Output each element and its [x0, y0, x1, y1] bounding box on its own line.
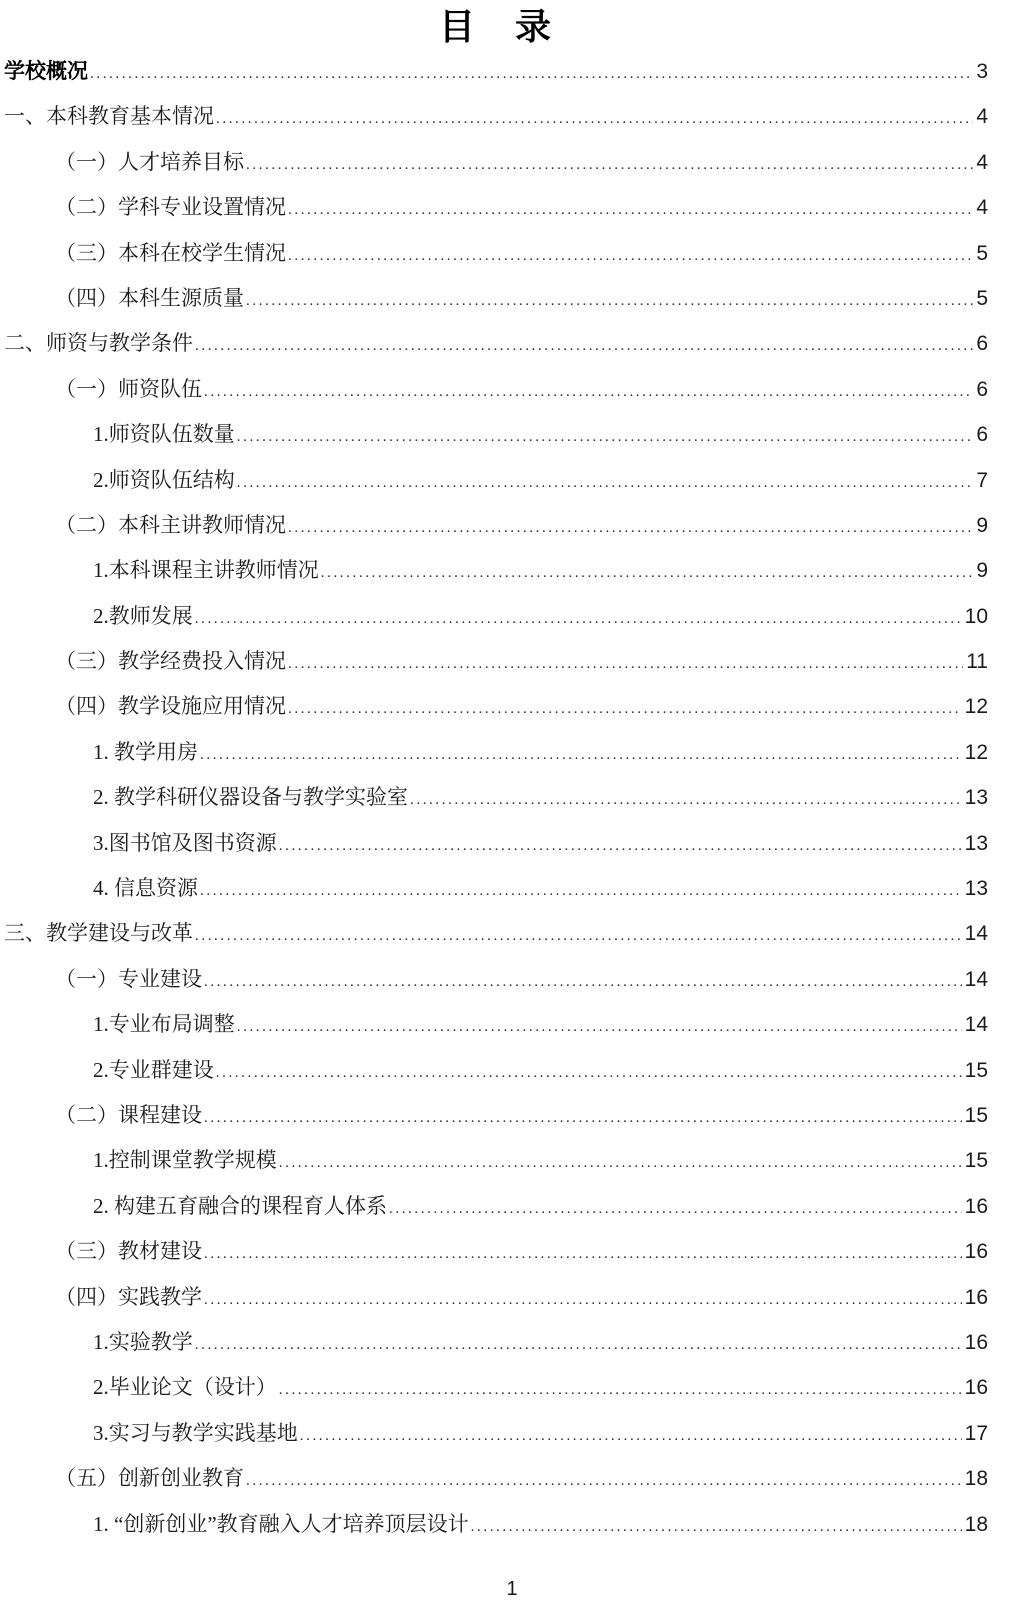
dot-leader — [246, 279, 973, 324]
dot-leader — [237, 415, 974, 460]
toc-entry-label: （二）学科专业设置情况 — [55, 195, 286, 220]
toc-entry-label: 1. “创新创业”教育融入人才培养顶层设计 — [93, 1511, 469, 1536]
dot-leader — [204, 1232, 962, 1277]
toc-entry-page: 5 — [976, 286, 988, 310]
toc-entry-page: 13 — [964, 786, 988, 810]
toc-entry — [4, 821, 988, 866]
toc-entry-page: 5 — [976, 241, 988, 265]
toc-entry — [4, 1138, 988, 1183]
toc-entry-page: 15 — [964, 1058, 988, 1082]
toc-entry-page: 16 — [964, 1285, 988, 1309]
toc-entry — [4, 639, 988, 684]
toc-entry-page: 12 — [964, 740, 988, 764]
toc-entry — [4, 367, 988, 412]
toc-entry-page: 4 — [976, 150, 988, 174]
dot-leader — [288, 687, 962, 732]
toc-entry-label: 2.毕业论文（设计） — [93, 1375, 277, 1400]
dot-leader — [279, 1141, 962, 1186]
toc-entry — [4, 1229, 988, 1274]
dot-leader — [279, 824, 962, 869]
dot-leader — [204, 370, 973, 415]
dot-leader — [471, 1505, 962, 1550]
toc-entry — [4, 321, 988, 366]
toc-entry — [4, 412, 988, 457]
toc-entry — [4, 94, 988, 139]
toc-entry-label: 1.实验教学 — [93, 1329, 193, 1354]
toc-entry-label: 2.教师发展 — [93, 603, 193, 628]
toc-entry-page: 6 — [976, 377, 988, 401]
toc-entry-label: （一）人才培养目标 — [55, 149, 244, 174]
toc-entry-page: 14 — [964, 922, 988, 946]
toc-entry — [4, 1275, 988, 1320]
dot-leader — [389, 1187, 962, 1232]
toc-entry-label: 4. 信息资源 — [93, 876, 198, 901]
toc-entry-page: 12 — [964, 695, 988, 719]
toc-entry — [4, 1502, 988, 1547]
dot-leader — [288, 188, 973, 233]
toc-entry-label: 3.实习与教学实践基地 — [93, 1420, 298, 1445]
toc-entry — [4, 1093, 988, 1138]
toc-entry-label: （一）专业建设 — [55, 966, 202, 991]
toc-entry-label: （四）实践教学 — [55, 1284, 202, 1309]
toc-entry — [4, 1048, 988, 1093]
toc-entry-label: 2.专业群建设 — [93, 1057, 214, 1082]
toc-entry-page: 13 — [964, 831, 988, 855]
toc-entry — [4, 231, 988, 276]
dot-leader — [410, 778, 962, 823]
dot-leader — [216, 97, 973, 142]
toc-entry-page: 9 — [976, 559, 988, 583]
toc-entry-label: 2. 构建五育融合的课程育人体系 — [93, 1193, 387, 1218]
toc-entry-page: 17 — [964, 1421, 988, 1445]
toc-entry-label: （三）本科在校学生情况 — [55, 240, 286, 265]
dot-leader — [288, 506, 973, 551]
toc-entry — [4, 730, 988, 775]
toc-entry-label: 1. 教学用房 — [93, 739, 198, 764]
toc-entry-page: 4 — [976, 105, 988, 129]
page-number-footer: 1 — [506, 1578, 518, 1600]
toc-entry-page: 11 — [966, 650, 988, 674]
toc-entry — [4, 1365, 988, 1410]
toc-entry-label: 3.图书馆及图书资源 — [93, 830, 277, 855]
toc — [4, 49, 988, 1547]
dot-leader — [237, 1005, 962, 1050]
toc-entry-page: 6 — [976, 423, 988, 447]
toc-entry-label: （三）教材建设 — [55, 1239, 202, 1264]
toc-entry-page: 3 — [976, 60, 988, 83]
dot-leader — [195, 597, 962, 642]
toc-entry-page: 7 — [976, 468, 988, 492]
toc-entry — [4, 140, 988, 185]
dot-leader — [300, 1414, 962, 1459]
toc-entry — [4, 1320, 988, 1365]
toc-entry-page: 4 — [976, 196, 988, 220]
dot-leader — [204, 1278, 962, 1323]
toc-entry-label: （二）课程建设 — [55, 1102, 202, 1127]
toc-entry-page: 14 — [964, 1013, 988, 1037]
dot-leader — [195, 914, 962, 959]
toc-entry-label: 1.本科课程主讲教师情况 — [93, 558, 319, 583]
toc-entry — [4, 49, 988, 94]
toc-entry — [4, 1184, 988, 1229]
dot-leader — [279, 1368, 962, 1413]
toc-entry — [4, 775, 988, 820]
toc-entry-page: 16 — [964, 1330, 988, 1354]
toc-entry-label: （五）创新创业教育 — [55, 1466, 244, 1491]
toc-entry-page: 16 — [964, 1376, 988, 1400]
toc-entry — [4, 185, 988, 230]
toc-entry — [4, 866, 988, 911]
dot-leader — [246, 143, 973, 188]
toc-entry-page: 16 — [964, 1194, 988, 1218]
dot-leader — [204, 1096, 962, 1141]
dot-leader — [288, 234, 973, 279]
toc-entry-label: 1.专业布局调整 — [93, 1012, 235, 1037]
toc-entry-page: 18 — [964, 1467, 988, 1491]
toc-entry-page: 10 — [964, 604, 988, 628]
toc-entry — [4, 276, 988, 321]
toc-entry-page: 15 — [964, 1103, 988, 1127]
dot-leader — [195, 324, 973, 369]
toc-entry-label: 学校概况 — [4, 59, 88, 83]
toc-entry-page: 16 — [964, 1240, 988, 1264]
toc-entry-page: 18 — [964, 1512, 988, 1536]
toc-entry — [4, 911, 988, 956]
dot-leader — [90, 52, 973, 97]
toc-entry-label: （一）师资队伍 — [55, 376, 202, 401]
toc-entry-label: 2.师资队伍结构 — [93, 467, 235, 492]
toc-entry — [4, 1456, 988, 1501]
toc-entry-page: 9 — [976, 513, 988, 537]
dot-leader — [321, 551, 974, 596]
toc-entry — [4, 684, 988, 729]
toc-entry — [4, 503, 988, 548]
toc-entry-label: 二、师资与教学条件 — [4, 331, 193, 356]
toc-entry-page: 6 — [976, 332, 988, 356]
toc-entry-page: 14 — [964, 967, 988, 991]
toc-entry-page: 15 — [964, 1149, 988, 1173]
toc-entry-label: （二）本科主讲教师情况 — [55, 512, 286, 537]
toc-entry — [4, 594, 988, 639]
toc-entry — [4, 548, 988, 593]
dot-leader — [204, 960, 962, 1005]
toc-entry-label: （三）教学经费投入情况 — [55, 649, 286, 674]
toc-entry — [4, 458, 988, 503]
toc-entry-label: 三、教学建设与改革 — [4, 921, 193, 946]
toc-entry — [4, 1411, 988, 1456]
dot-leader — [216, 1051, 962, 1096]
dot-leader — [195, 1323, 962, 1368]
dot-leader — [237, 461, 974, 506]
dot-leader — [246, 1459, 962, 1504]
toc-entry — [4, 957, 988, 1002]
dot-leader — [200, 733, 962, 778]
toc-entry-label: （四）教学设施应用情况 — [55, 694, 286, 719]
toc-entry-label: 2. 教学科研仪器设备与教学实验室 — [93, 785, 408, 810]
toc-entry-label: 一、本科教育基本情况 — [4, 104, 214, 129]
toc-title: 目 录 — [438, 7, 553, 47]
dot-leader — [288, 642, 963, 687]
toc-entry-label: （四）本科生源质量 — [55, 285, 244, 310]
toc-entry-label: 1.师资队伍数量 — [93, 422, 235, 447]
dot-leader — [200, 869, 962, 914]
toc-entry-label: 1.控制课堂教学规模 — [93, 1148, 277, 1173]
toc-entry — [4, 1002, 988, 1047]
toc-entry-page: 13 — [964, 877, 988, 901]
